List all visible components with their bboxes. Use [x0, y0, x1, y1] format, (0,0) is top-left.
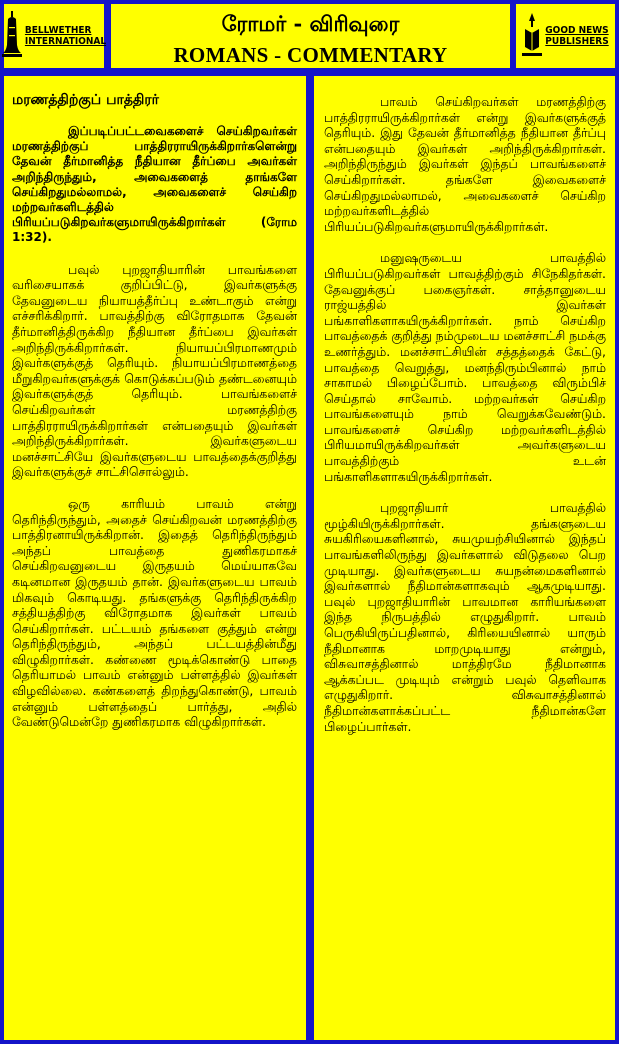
page-title-english: ROMANS - COMMENTARY — [173, 43, 448, 67]
right-paragraph-1: பாவம் செய்கிறவர்கள் மரணத்திற்கு பாத்திரராயிருக்கிறார்கள் என்று இவர்களுக்குத் தெரியும். இது தேவன் தீர்மானித்த நீதியான தீர்ப்பு என்பதையும் இவர்கள் அறிந்திருக்கிறார்கள். அறிந்திருந்தும் இவர்கள் இந்தப் பாவங்களைச் செய்கிறார்கள். தங்களே இவைகளைச் செய்கிறதுமல்லாமல், அவைகளைச் செய்கிற மற்றவர்களிடத்தில் பிரியப்படுகிறவர்களுமாயிருக்கிறார்கள். — [324, 94, 606, 234]
good-news-logo-text — [545, 25, 608, 47]
bellwether-logo-line1: BELLWETHER — [24, 25, 92, 36]
bellwether-logo-line2: INTERNATIONAL — [24, 36, 107, 47]
right-paragraph-2: மனுஷருடைய பாவத்தில் பிரியப்படுகிறவர்கள் பாவத்திற்கும் சிநேகிதர்கள். தேவனுக்குப் பகைஞர்கள். சாத்தானுடைய ராஜ்யத்தில் இவர்கள் பங்காளிகளாகயிருக்கிறார்கள். நாம் செய்கிற பாவத்தைக் குறித்து நம்முடைய மனச்சாட்சி நமக்கு உணர்த்தும். மனச்சாட்சியின் சத்தத்தைக் கேட்டு, பாவத்தை வெறுத்து, மனந்திரும்பினால் நாம் சாகாமல் பிழைப்போம். பாவத்தை விரும்பிச் செய்தால் சாவோம். மற்றவர்கள் செய்கிற பாவங்களையும் நாம் வெறுக்கவேண்டும். பாவங்களைச் செய்கிற மற்றவர்களிடத்தில் பிரியமாயிருக்கிறவர்கள் அவர்களுடைய பாவத்திற்கும் உடன் பங்காளிகளாகயிருக்கிறார்கள். — [324, 250, 606, 484]
right-paragraph-3: புறஜாதியார் பாவத்தில் மூழ்கியிருக்கிறார்கள். தங்களுடைய சுயகிரியைகளினால், சுயமுயற்சியினால் இந்தப் பாவங்களிலிருந்து இவர்களால் விடுதலை பெற முடியாது. இவர்களுடைய சுயநன்மைகளினால் இவர்களால் நீதிமான்களாகவும் ஆகமுடியாது. பவுல் புறஜாதியாரின் பாவமான காரியங்களை இந்த நிருபத்தில் எழுதுகிறார். பாவம் பெருகியிருப்பதினால், கிரியையினால் யாரும் நீதிமானாக மாறமுடியாது என்றும், விசுவாசத்தினால் மாத்திரமே நீதிமானாக ஆக்கப்பட முடியும் என்றும் பவுல் தெளிவாக எழுதுகிறார். விசுவாசத்தினால் நீதிமான்களாக்கப்பட்ட நீதிமான்களே பிழைப்பார்கள். — [324, 500, 606, 734]
section-heading: மரணத்திற்குப் பாத்திரர் — [12, 92, 159, 108]
left-paragraph-1: பவுல் புறஜாதியாரின் பாவங்களை வரிசையாகக் குறிப்பிட்டு, இவர்களுக்கு தேவனுடைய நியாயத்தீர்ப்பு உண்டாகும் என்று எச்சரிக்கிறார். பாவத்திற்கு விரோதமாக தேவன் தீர்மானித்திருக்கிற நீதியான தீர்ப்பை இவர்கள் அறிந்திருக்கிறார்கள். நியாயப்பிரமாணமும் இவர்களுக்குத் தெரியும். நியாயப்பிரமாணத்தை மீறுகிறவர்களுக்குக் கொடுக்கப்படும் தண்டனையும் இவர்களுக்குத் தெரியும். பாவங்களைச் செய்கிறவர்கள் மரணத்திற்கு பாத்திரராயிருக்கிறார்கள் என்பதையும் இவர்கள் அறிந்திருக்கிறார்கள். இவர்களுடைய மனச்சாட்சியே இவர்களுடைய பாவத்தைக்குறித்து இவர்களுக்குச் சாட்சிசொல்லும். — [12, 261, 297, 480]
scripture-verse: இப்படிப்பட்டவைகளைச் செய்கிறவர்கள் மரணத்திற்குப் பாத்திரராயிருக்கிறார்களென்று தேவன் தீர்மானித்த நீதியான தீர்ப்பை அவர்கள் அறிந்திருந்தும், அவைகளைத் தாங்களே செய்கிறதுமல்லாமல், அவைகளைச் செய்கிற மற்றவர்களிடத்தில் பிரியப்படுகிறவர்களுமாயிருக்கிறார்கள் (ரோம 1:32). — [12, 124, 297, 245]
right-column — [314, 76, 615, 1040]
left-column — [4, 76, 306, 1040]
left-paragraph-2: ஒரு காரியம் பாவம் என்று தெரிந்திருந்தும், அதைச் செய்கிறவன் மரணத்திற்கு பாத்திரனாயிருக்கிறான். இதைத் தெரிந்திருந்தும் அந்தப் பாவத்தை துணிகரமாகச் செய்கிறவனுடைய இருதயம் மெய்யாகவே கடினமான இருதயம் தான். இவர்களுடைய பாவம் மிகவும் கொடியது. தங்களுக்கு தெரிந்திருக்கிற சத்தியத்திற்கு விரோதமாக இவர்கள் பாவம் செய்கிறார்கள். பட்டயம் தங்களை குத்தும் என்று தெரிந்திருந்தும், அந்தப் பட்டயத்தின்மீது விழுகிறார்கள். கண்ணை மூடிக்கொண்டு பாதை தெரியாமல் பாவம் என்னும் பள்ளத்தில் இவர்கள் விழவில்லை. கண்களைத் திறந்துகொண்டு, பாவம் என்னும் பள்ளத்தைப் பார்த்து, அதில் வேண்டுமென்றே துணிகரமாக விழுகிறார்கள். — [12, 495, 297, 730]
bellwether-logo-panel — [4, 4, 107, 68]
good-news-logo-line2: PUBLISHERS — [545, 36, 609, 47]
bellwether-bell-icon — [2, 11, 22, 61]
bellwether-logo-text — [25, 25, 106, 47]
good-news-logo-line1: GOOD NEWS — [545, 25, 609, 36]
title-panel — [111, 4, 510, 68]
good-news-book-icon — [522, 11, 542, 61]
page-title-tamil: ரோமர் - விரிவுரை — [221, 11, 400, 36]
good-news-logo-panel — [516, 4, 615, 68]
